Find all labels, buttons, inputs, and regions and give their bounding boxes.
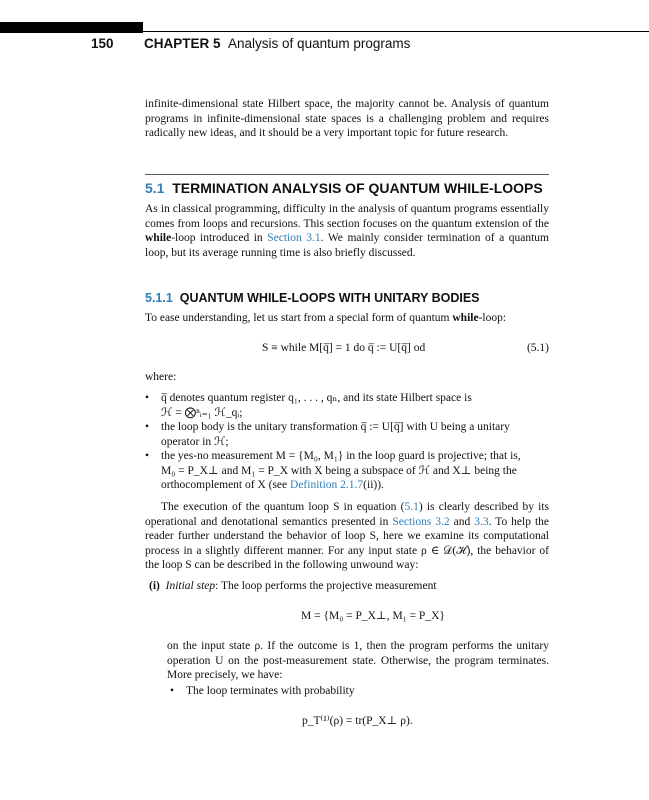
bullet-dot: • [170,685,175,697]
section-paragraph [145,202,549,260]
while-keyword: while [145,232,172,245]
section-3-1-link[interactable]: Section 3.1 [267,232,321,245]
header-bar [0,22,143,33]
section-text-b: -loop introduced in [171,232,268,245]
bullet-loop-body-line2: operator in ℋ; [161,435,229,448]
chapter-label: CHAPTER 5 [144,36,221,51]
header-rule [143,31,649,32]
equation-label: (5.1) [526,342,549,354]
definition-2-1-7-link[interactable]: Definition 2.1.7 [290,479,364,492]
section-text-c: . We mainly consider termination of a quantum loop, but its average running time is also briefly discussed. [145,232,549,259]
intro-block [145,97,549,141]
while-keyword-2: while [452,312,479,324]
bullet-register-line2: ℋ = ⨂ⁿᵢ₌₁ ℋ_qᵢ; [161,406,243,419]
bullet-dot: • [145,421,150,433]
subsection-text-a: To ease understanding, let us start from a special form of quantum [145,312,453,324]
step1-block [167,639,549,683]
step-label: (i) [149,580,160,592]
section-intro [145,202,549,260]
line3-text-a: orthocomplement of X (see [161,479,291,492]
intro-paragraph: infinite-dimensional state Hilbert space, the majority cannot be. Analysis of quantum programs in infinite-dimensional state spaces is a challenging problem and requires radically new ideas, and it should be a very important topic for future research. [145,98,549,140]
equation-5-1-link[interactable]: 5.1 [404,501,419,513]
exec-text-1: The execution of the quantum loop S in equation ( [161,501,405,513]
section-text-a: As in classical programming, difficulty in the analysis of quantum programs essentially comes from loops and recursions. This section focuses on the quantum extension of the [145,203,549,230]
section-rule [145,174,549,175]
bullet-dot: • [145,392,150,404]
page-number: 150 [91,36,114,51]
subsection-text-b: -loop: [478,312,507,324]
bullet-dot: • [145,450,150,462]
bullet-register-line1: q̅ denotes quantum register q₁, . . . , qₙ, and its state Hilbert space is [161,392,472,404]
step-title: Initial step [165,580,216,592]
bullet-measurement [145,449,549,493]
step-text: : The loop performs the projective measurement [215,580,437,592]
where-label: where: [145,371,177,383]
section-3-3-link[interactable]: 3.3 [474,515,489,528]
bullet-measurement-line3 [161,478,549,493]
sub-bullet-terminate [170,684,546,699]
where-block [145,370,549,385]
section-number: 5.1 [145,180,165,196]
chapter-heading [144,36,410,51]
sections-3-2-link[interactable]: Sections 3.2 [392,515,450,528]
execution-paragraph [145,500,549,573]
equation-5-1: S ≡ while M[q̅] = 1 do q̅ := U[q̅] od [262,342,426,354]
subsection-intro [145,311,549,326]
equation-probability: p_T⁽¹⁾(ρ) = tr(P_X⊥ ρ). [302,715,413,727]
running-header [91,36,631,51]
subsection-number: 5.1.1 [145,291,173,305]
chapter-title: Analysis of quantum programs [228,36,411,51]
exec-text-2: ) is clearly described by its operational and denotational semantics presented in [145,501,549,528]
exec-text-4: . To help the reader further understand the behavior of loop S, here we examine its computational process in a slightly different manner. For any input state ρ ∈ 𝒟(ℋ), the behavior of the loop S can be described in the following unwound way: [145,515,549,572]
section-heading [145,180,543,196]
bullet-loop-body [145,420,549,449]
subsection-heading [145,291,480,305]
bullet-measurement-line2: M₀ = P_X⊥ and M₁ = P_X with X being a subspace of ℋ and X⊥ being the [161,464,517,477]
exec-text-3: and [449,515,475,528]
subsection-paragraph [145,311,549,326]
section-title: TERMINATION ANALYSIS OF QUANTUM WHILE-LOOPS [172,180,543,196]
bullet-register [145,391,549,420]
bullet-loop-body-line1: the loop body is the unitary transformation q̅ := U[q̅] with U being a unitary [161,421,510,433]
subsection-title: QUANTUM WHILE-LOOPS WITH UNITARY BODIES [179,291,480,305]
sub-bullet-text: The loop terminates with probability [186,685,355,697]
line3-text-b: (ii)). [363,479,384,492]
equation-measurement: M = {M₀ = P_X⊥, M₁ = P_X} [301,610,445,622]
initial-step [149,579,549,594]
bullet-measurement-line1: the yes-no measurement M = {M₀, M₁} in the loop guard is projective; that is, [161,450,521,462]
execution-block [145,500,549,573]
step1-paragraph: on the input state ρ. If the outcome is 1, then the program performs the unitary operation U on the post-measurement state. Otherwise, the program terminates. More precisely, we have: [167,640,549,682]
